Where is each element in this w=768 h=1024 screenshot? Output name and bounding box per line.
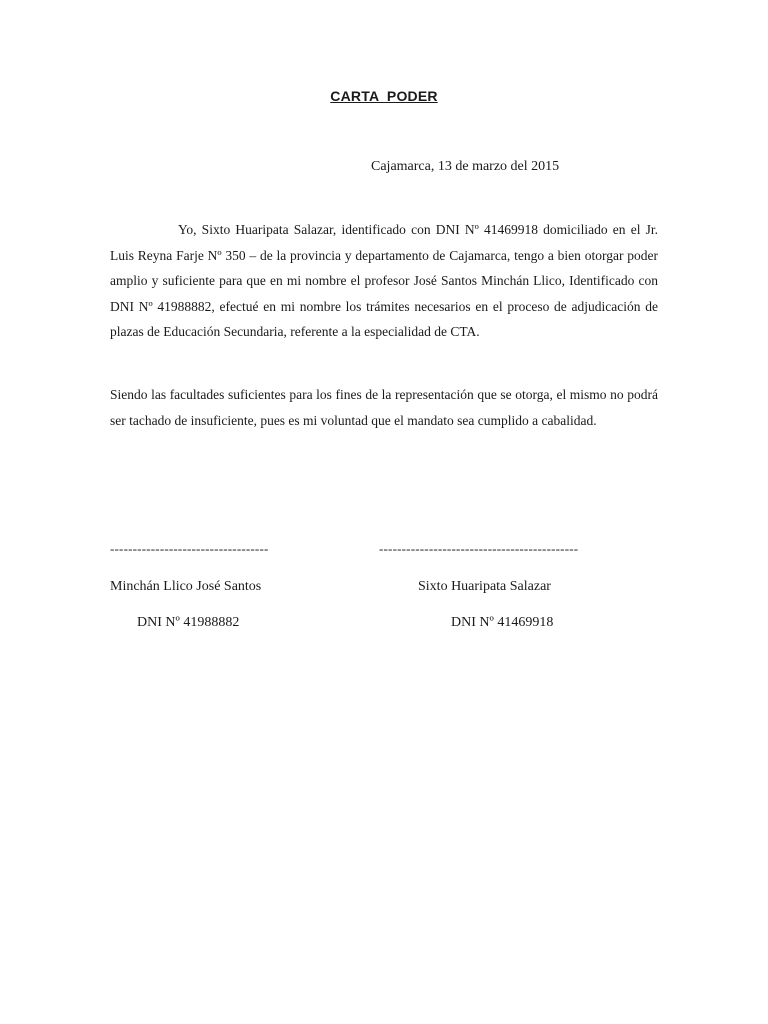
signature-line-left: ----------------------------------- [110,541,269,556]
date-line: Cajamarca, 13 de marzo del 2015 [371,159,560,174]
document-title [0,88,768,104]
paragraph-grant: Yo, Sixto Huaripata Salazar, identificado con DNI Nº 41469918 domiciliado en el Jr. Luis Reyna Farje Nº 350 – de la provincia y departamento de Cajamarca, tengo a bien otorgar poder amplio y suficiente para que en mi nombre el profesor José Santos Minchán Llico, Identificado con DNI Nº 41988882, efectué en mi nombre los trámites necesarios en el proceso de adjudicación de plazas de Educación Secundaria, referente a la especialidad de CTA. [110,222,658,339]
signatory-right-name: Sixto Huaripata Salazar [418,579,551,594]
signatory-left-dni: DNI Nº 41988882 [137,615,240,630]
paragraph-faculties: Siendo las facultades suficientes para los fines de la representación que se otorga, el mismo no podrá ser tachado de insuficiente, pues es mi voluntad que el mandato sea cumplido a cabalidad. [110,387,658,428]
signature-line-right: -------------------------------------------- [379,541,579,556]
signatory-right-dni: DNI Nº 41469918 [451,615,554,630]
signatory-left-name: Minchán Llico José Santos [110,579,262,594]
document-title-text: CARTA PODER [330,88,438,104]
